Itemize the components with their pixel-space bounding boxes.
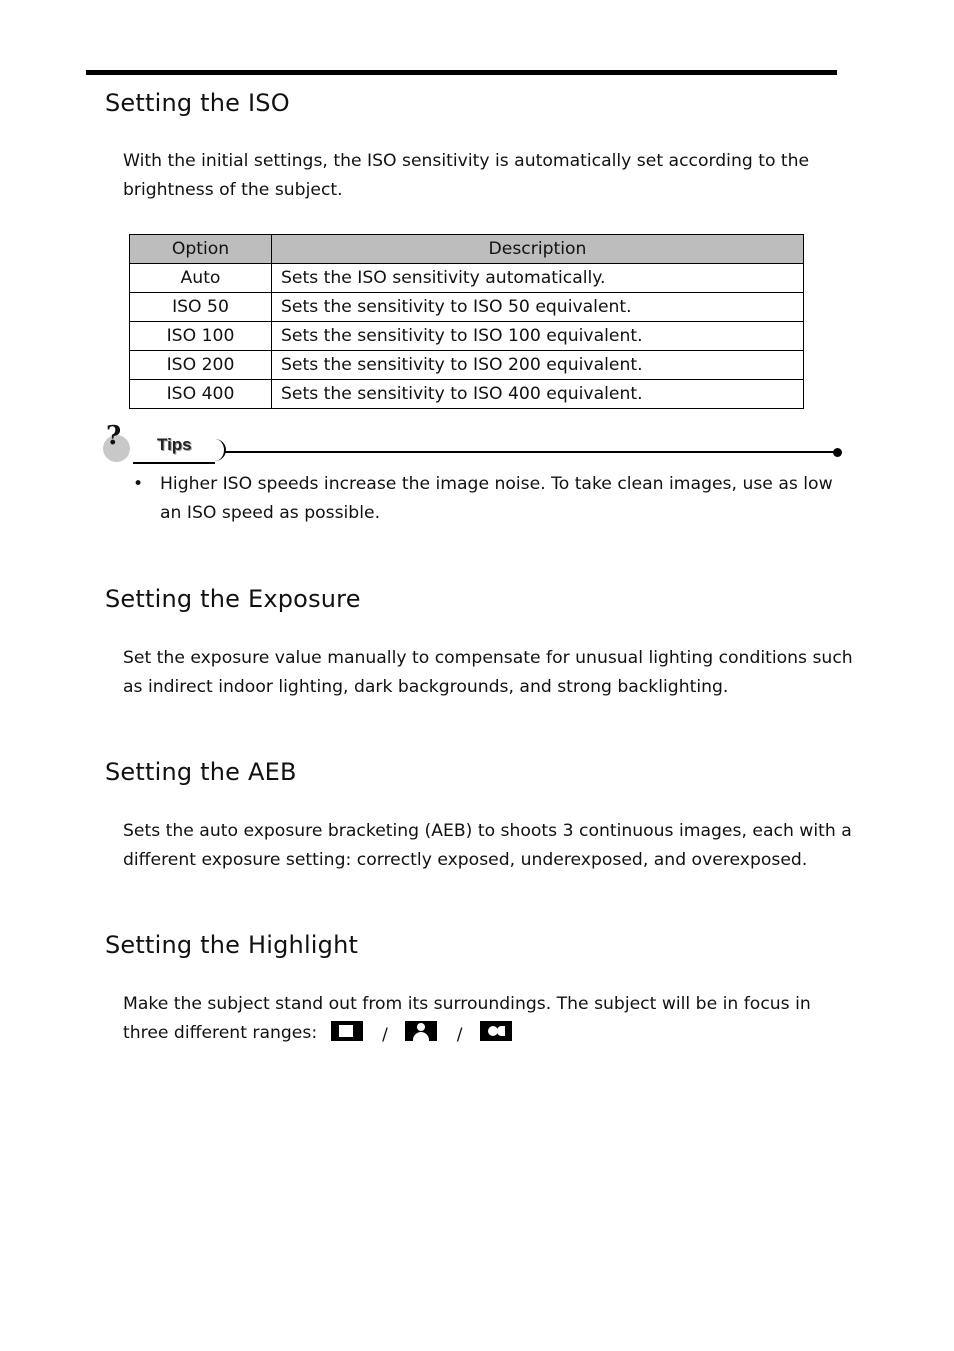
range-separator: / bbox=[382, 1025, 388, 1045]
section-title-aeb: Setting the AEB bbox=[105, 758, 297, 786]
tips-end-dot bbox=[833, 448, 842, 457]
table-cell-option: ISO 100 bbox=[130, 322, 272, 351]
macro-range-icon bbox=[480, 1021, 512, 1041]
table-row bbox=[130, 264, 804, 293]
table-cell-option: ISO 200 bbox=[130, 351, 272, 380]
tip-bullet: • bbox=[133, 474, 144, 494]
table-row bbox=[130, 351, 804, 380]
section-body-iso: With the initial settings, the ISO sensitivity is automatically set according to the brightness of the subject. bbox=[123, 151, 810, 200]
section-body-aeb: Sets the auto exposure bracketing (AEB) to shoots 3 continuous images, each with a different exposure setting: correctly exposed, underexposed, and overexposed. bbox=[123, 821, 852, 870]
table-row bbox=[130, 380, 804, 409]
table-cell-description: Sets the sensitivity to ISO 100 equivalent. bbox=[272, 322, 804, 351]
tips-underline bbox=[133, 462, 215, 464]
tips-curve bbox=[208, 439, 226, 461]
section-body-highlight bbox=[123, 990, 853, 1050]
highlight-text: Make the subject stand out from its surroundings. The subject will be in focus in three different ranges: bbox=[123, 994, 811, 1043]
tips-label: Tips bbox=[157, 435, 192, 454]
table-cell-description: Sets the sensitivity to ISO 200 equivalent. bbox=[272, 351, 804, 380]
top-rule bbox=[86, 70, 837, 75]
table-cell-option: ISO 400 bbox=[130, 380, 272, 409]
table-cell-description: Sets the sensitivity to ISO 400 equivalent. bbox=[272, 380, 804, 409]
section-title-exposure: Setting the Exposure bbox=[105, 585, 361, 613]
portrait-range-icon bbox=[405, 1021, 437, 1041]
tips-banner bbox=[100, 421, 846, 472]
section-body-exposure: Set the exposure value manually to compensate for unusual lighting conditions such as indirect indoor lighting, dark backgrounds, and strong backlighting. bbox=[123, 648, 853, 697]
section-title-iso: Setting the ISO bbox=[105, 89, 290, 117]
range-separator: / bbox=[456, 1025, 463, 1045]
table-cell-description: Sets the ISO sensitivity automatically. bbox=[272, 264, 804, 293]
table-cell-description: Sets the sensitivity to ISO 50 equivalent. bbox=[272, 293, 804, 322]
tip-item: Higher ISO speeds increase the image noise. To take clean images, use as low an ISO speed as possible. bbox=[160, 474, 833, 523]
table-cell-option: ISO 50 bbox=[130, 293, 272, 322]
table-row bbox=[130, 322, 804, 351]
table-row bbox=[130, 293, 804, 322]
range-icons bbox=[331, 1021, 512, 1050]
section-title-highlight: Setting the Highlight bbox=[105, 931, 359, 959]
table-header-description: Description bbox=[272, 235, 804, 264]
question-mark-icon: ? bbox=[106, 421, 122, 451]
table-header-option: Option bbox=[130, 235, 272, 264]
tips-rule bbox=[224, 451, 836, 453]
iso-options-table bbox=[129, 234, 804, 409]
full-frame-range-icon bbox=[331, 1021, 363, 1041]
table-header-row bbox=[130, 235, 804, 264]
table-cell-option: Auto bbox=[130, 264, 272, 293]
